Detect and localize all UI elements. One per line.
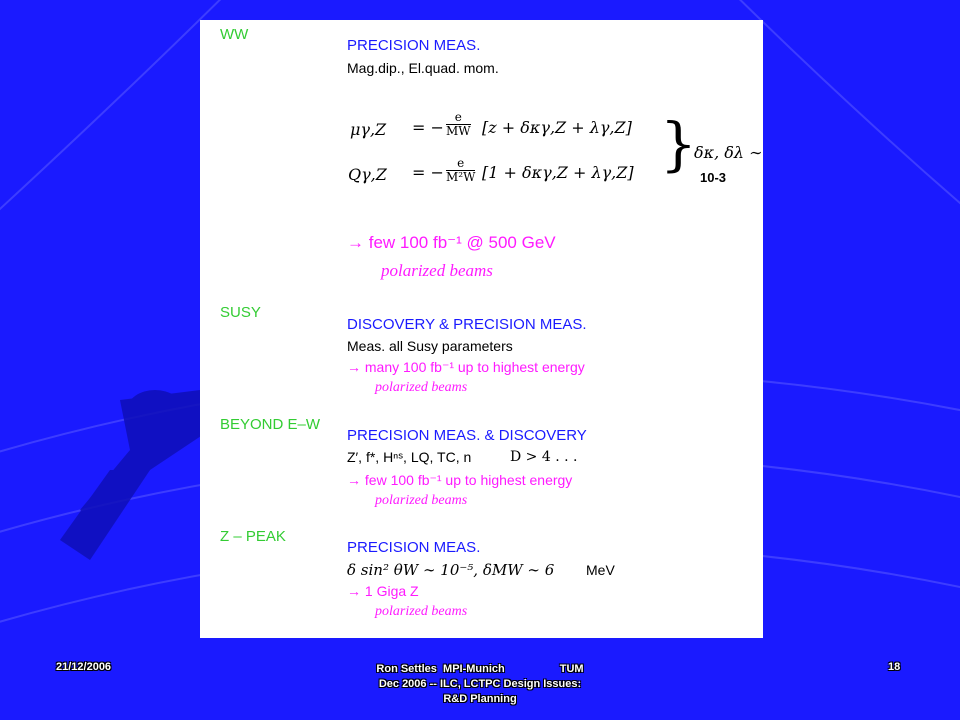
ww-heading: PRECISION MEAS. — [347, 37, 481, 54]
beyond-line1-math: D > 4 . . . — [510, 449, 578, 465]
eq1-lhs: μγ,Z — [350, 120, 387, 139]
eq2-tail: [1 + δκγ,Z + λγ,Z] — [482, 163, 634, 182]
footer-center — [330, 662, 630, 707]
susy-beams: polarized beams — [375, 380, 468, 395]
eq1-equals: = − — [412, 118, 444, 137]
section-label-zpeak: Z – PEAK — [220, 528, 286, 545]
eq1-fraction — [446, 111, 471, 138]
section-label-ww: WW — [220, 26, 249, 43]
beyond-line1: Z′, f*, Hⁿˢ, LQ, TC, n — [347, 449, 472, 465]
beyond-beams: polarized beams — [375, 493, 468, 508]
susy-heading: DISCOVERY & PRECISION MEAS. — [347, 316, 587, 333]
beyond-lumi: → few 100 fb⁻¹ up to highest energy — [347, 472, 573, 488]
exponent-note: 10-3 — [700, 170, 727, 185]
eq1-denominator: MW — [446, 124, 471, 138]
zpeak-beams: polarized beams — [375, 604, 468, 619]
footer-date: 21/12/2006 — [56, 661, 112, 673]
susy-line1: Meas. all Susy parameters — [347, 338, 513, 354]
zpeak-line1-math: δ sin² θW ∼ 10⁻⁵, δMW ∼ 6 — [347, 561, 555, 579]
ww-lumi: → few 100 fb⁻¹ @ 500 GeV — [347, 233, 556, 252]
zpeak-heading: PRECISION MEAS. — [347, 539, 481, 556]
footer-center-line2: Dec 2006 -- ILC, LCTPC Design Issues: — [378, 678, 582, 690]
eq2-numerator: e — [446, 157, 475, 171]
section-label-beyond: BEYOND E–W — [220, 416, 321, 433]
beyond-heading: PRECISION MEAS. & DISCOVERY — [347, 427, 587, 444]
eq2-lhs: Qγ,Z — [348, 165, 387, 184]
footer-center-line1: Ron Settles MPI-Munich TUM — [376, 663, 584, 675]
right-brace: } — [660, 110, 697, 178]
zpeak-lumi: → 1 Giga Z — [347, 583, 419, 599]
eq1-tail: [z + δκγ,Z + λγ,Z] — [482, 118, 632, 137]
zpeak-line1-unit: MeV — [586, 562, 615, 578]
footer-page-number: 18 — [888, 661, 901, 673]
susy-lumi: → many 100 fb⁻¹ up to highest energy — [347, 359, 585, 375]
footer-center-line3: R&D Planning — [443, 693, 517, 705]
eq2-fraction — [446, 157, 475, 184]
ww-beams: polarized beams — [381, 261, 493, 280]
eq2-equals: = − — [412, 163, 444, 182]
eq1-numerator: e — [446, 111, 471, 125]
eq2-denominator: M²W — [446, 170, 476, 184]
ww-subheading: Mag.dip., El.quad. mom. — [347, 60, 499, 76]
section-label-susy: SUSY — [220, 304, 261, 321]
brace-result: δκ, δλ ∼ — [694, 143, 763, 162]
